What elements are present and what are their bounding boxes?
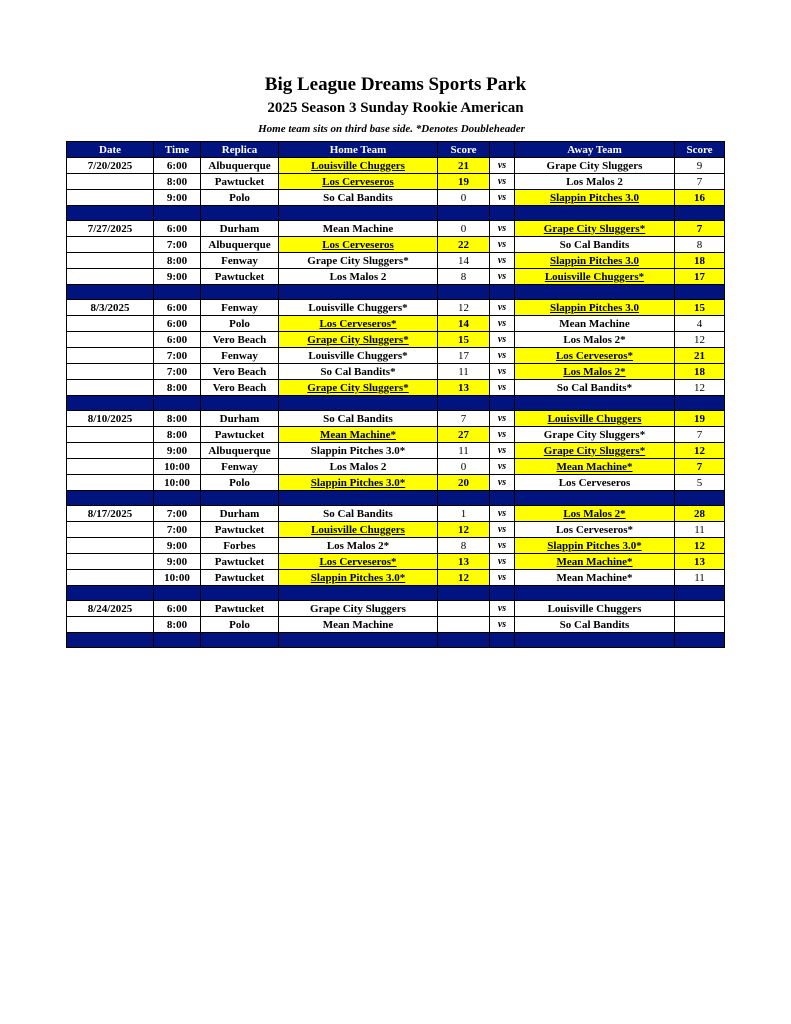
separator-cell — [490, 396, 515, 411]
separator-cell — [515, 285, 675, 300]
away-score: 4 — [675, 316, 725, 332]
game-replica: Fenway — [201, 300, 279, 316]
game-row — [67, 364, 725, 380]
game-replica: Durham — [201, 221, 279, 237]
separator-cell — [279, 396, 438, 411]
game-date: 7/27/2025 — [67, 221, 154, 237]
away-team: Grape City Sluggers — [515, 158, 675, 174]
game-time: 10:00 — [154, 459, 201, 475]
schedule-body — [67, 158, 725, 648]
home-score: 12 — [438, 300, 490, 316]
away-team: So Cal Bandits — [515, 237, 675, 253]
col-time: Time — [154, 142, 201, 158]
game-row — [67, 221, 725, 237]
separator-cell — [67, 491, 154, 506]
home-team: Los Malos 2* — [279, 538, 438, 554]
game-date — [67, 380, 154, 396]
vs-label: vs — [490, 411, 515, 427]
away-team: Los Malos 2* — [515, 364, 675, 380]
away-score: 7 — [675, 174, 725, 190]
separator-cell — [67, 285, 154, 300]
separator-cell — [279, 206, 438, 221]
game-row — [67, 316, 725, 332]
game-row — [67, 443, 725, 459]
home-score: 8 — [438, 538, 490, 554]
away-score: 15 — [675, 300, 725, 316]
game-date: 7/20/2025 — [67, 158, 154, 174]
game-replica: Albuquerque — [201, 237, 279, 253]
separator-cell — [675, 285, 725, 300]
game-row — [67, 570, 725, 586]
game-date — [67, 269, 154, 285]
away-team: Mean Machine* — [515, 554, 675, 570]
separator-cell — [201, 396, 279, 411]
home-team: So Cal Bandits — [279, 190, 438, 206]
away-score: 11 — [675, 570, 725, 586]
away-team: Louisville Chuggers* — [515, 269, 675, 285]
home-score: 0 — [438, 190, 490, 206]
game-row — [67, 174, 725, 190]
game-replica: Pawtucket — [201, 427, 279, 443]
game-time: 7:00 — [154, 348, 201, 364]
game-date: 8/24/2025 — [67, 601, 154, 617]
separator-cell — [515, 206, 675, 221]
vs-label: vs — [490, 316, 515, 332]
game-row — [67, 538, 725, 554]
separator-cell — [490, 491, 515, 506]
home-score: 7 — [438, 411, 490, 427]
game-row — [67, 300, 725, 316]
home-score: 12 — [438, 522, 490, 538]
separator-cell — [438, 586, 490, 601]
separator-cell — [675, 396, 725, 411]
game-date — [67, 617, 154, 633]
away-score: 12 — [675, 538, 725, 554]
home-score: 15 — [438, 332, 490, 348]
away-team: Los Malos 2* — [515, 332, 675, 348]
away-score: 7 — [675, 459, 725, 475]
home-score: 21 — [438, 158, 490, 174]
game-date — [67, 348, 154, 364]
game-date — [67, 427, 154, 443]
game-time: 9:00 — [154, 269, 201, 285]
away-team: Grape City Sluggers* — [515, 443, 675, 459]
home-score: 8 — [438, 269, 490, 285]
home-score: 0 — [438, 221, 490, 237]
home-team: So Cal Bandits* — [279, 364, 438, 380]
col-replica: Replica — [201, 142, 279, 158]
game-date — [67, 443, 154, 459]
separator-cell — [201, 586, 279, 601]
week-separator — [67, 396, 725, 411]
game-time: 6:00 — [154, 221, 201, 237]
game-replica: Pawtucket — [201, 174, 279, 190]
game-replica: Forbes — [201, 538, 279, 554]
separator-cell — [279, 491, 438, 506]
home-score: 14 — [438, 253, 490, 269]
page-note: Home team sits on third base side. *Denotes Doubleheader — [258, 123, 525, 135]
game-time: 8:00 — [154, 427, 201, 443]
page-title: Big League Dreams Sports Park — [264, 74, 527, 95]
away-score: 19 — [675, 411, 725, 427]
game-replica: Pawtucket — [201, 269, 279, 285]
separator-cell — [675, 633, 725, 648]
game-row — [67, 617, 725, 633]
col-home-score: Score — [438, 142, 490, 158]
home-team: Slappin Pitches 3.0* — [279, 443, 438, 459]
game-replica: Pawtucket — [201, 554, 279, 570]
game-replica: Polo — [201, 475, 279, 491]
separator-cell — [279, 586, 438, 601]
away-team: Los Cerveseros* — [515, 348, 675, 364]
vs-label: vs — [490, 174, 515, 190]
separator-cell — [438, 206, 490, 221]
separator-cell — [201, 285, 279, 300]
week-separator — [67, 633, 725, 648]
vs-label: vs — [490, 443, 515, 459]
game-row — [67, 601, 725, 617]
separator-cell — [438, 491, 490, 506]
home-score: 11 — [438, 364, 490, 380]
game-row — [67, 158, 725, 174]
vs-label: vs — [490, 364, 515, 380]
separator-cell — [490, 586, 515, 601]
away-team: Los Malos 2* — [515, 506, 675, 522]
separator-cell — [201, 206, 279, 221]
away-score: 9 — [675, 158, 725, 174]
page-subtitle: 2025 Season 3 Sunday Rookie American — [267, 100, 524, 116]
separator-cell — [154, 396, 201, 411]
game-date: 8/17/2025 — [67, 506, 154, 522]
game-row — [67, 522, 725, 538]
home-team: Slappin Pitches 3.0* — [279, 570, 438, 586]
game-time: 9:00 — [154, 554, 201, 570]
away-score: 17 — [675, 269, 725, 285]
separator-cell — [201, 491, 279, 506]
away-score: 12 — [675, 332, 725, 348]
game-replica: Durham — [201, 506, 279, 522]
separator-cell — [67, 586, 154, 601]
home-team: Los Cerveseros* — [279, 554, 438, 570]
game-time: 10:00 — [154, 570, 201, 586]
away-score: 13 — [675, 554, 725, 570]
game-replica: Fenway — [201, 348, 279, 364]
game-replica: Vero Beach — [201, 380, 279, 396]
game-time: 9:00 — [154, 443, 201, 459]
away-score: 16 — [675, 190, 725, 206]
game-time: 8:00 — [154, 380, 201, 396]
game-row — [67, 190, 725, 206]
home-team: So Cal Bandits — [279, 411, 438, 427]
week-separator — [67, 285, 725, 300]
separator-cell — [279, 285, 438, 300]
game-replica: Polo — [201, 190, 279, 206]
home-score: 22 — [438, 237, 490, 253]
game-date: 8/3/2025 — [67, 300, 154, 316]
home-score: 1 — [438, 506, 490, 522]
vs-label: vs — [490, 300, 515, 316]
game-date — [67, 475, 154, 491]
game-time: 9:00 — [154, 190, 201, 206]
separator-cell — [515, 586, 675, 601]
col-away-score: Score — [675, 142, 725, 158]
separator-cell — [438, 285, 490, 300]
game-row — [67, 237, 725, 253]
away-team: Los Malos 2 — [515, 174, 675, 190]
game-replica: Vero Beach — [201, 332, 279, 348]
separator-cell — [490, 206, 515, 221]
home-team: Mean Machine — [279, 221, 438, 237]
game-time: 9:00 — [154, 538, 201, 554]
separator-cell — [279, 633, 438, 648]
home-team: Slappin Pitches 3.0* — [279, 475, 438, 491]
home-team: Los Cerveseros — [279, 174, 438, 190]
vs-label: vs — [490, 221, 515, 237]
away-team: Slappin Pitches 3.0 — [515, 300, 675, 316]
vs-label: vs — [490, 348, 515, 364]
separator-cell — [154, 206, 201, 221]
separator-cell — [438, 633, 490, 648]
game-row — [67, 475, 725, 491]
col-vs — [490, 142, 515, 158]
home-team: So Cal Bandits — [279, 506, 438, 522]
away-score: 8 — [675, 237, 725, 253]
away-score: 28 — [675, 506, 725, 522]
away-score — [675, 617, 725, 633]
game-row — [67, 506, 725, 522]
separator-cell — [675, 206, 725, 221]
vs-label: vs — [490, 332, 515, 348]
vs-label: vs — [490, 269, 515, 285]
home-score: 17 — [438, 348, 490, 364]
game-time: 8:00 — [154, 253, 201, 269]
vs-label: vs — [490, 459, 515, 475]
week-separator — [67, 586, 725, 601]
home-score: 13 — [438, 380, 490, 396]
game-row — [67, 427, 725, 443]
home-team: Grape City Sluggers — [279, 601, 438, 617]
game-date — [67, 459, 154, 475]
home-team: Mean Machine — [279, 617, 438, 633]
home-team: Los Cerveseros* — [279, 316, 438, 332]
game-date — [67, 364, 154, 380]
game-date — [67, 522, 154, 538]
week-separator — [67, 206, 725, 221]
game-time: 6:00 — [154, 158, 201, 174]
game-time: 6:00 — [154, 300, 201, 316]
separator-cell — [515, 396, 675, 411]
home-team: Los Malos 2 — [279, 269, 438, 285]
vs-label: vs — [490, 538, 515, 554]
separator-cell — [490, 285, 515, 300]
game-replica: Polo — [201, 617, 279, 633]
game-time: 8:00 — [154, 174, 201, 190]
game-time: 6:00 — [154, 332, 201, 348]
separator-cell — [67, 206, 154, 221]
separator-cell — [515, 491, 675, 506]
vs-label: vs — [490, 601, 515, 617]
game-date — [67, 253, 154, 269]
home-team: Mean Machine* — [279, 427, 438, 443]
vs-label: vs — [490, 506, 515, 522]
game-time: 8:00 — [154, 617, 201, 633]
home-score: 0 — [438, 459, 490, 475]
away-team: Grape City Sluggers* — [515, 221, 675, 237]
game-row — [67, 348, 725, 364]
vs-label: vs — [490, 570, 515, 586]
away-team: Mean Machine* — [515, 459, 675, 475]
home-team: Louisville Chuggers — [279, 158, 438, 174]
col-home-team: Home Team — [279, 142, 438, 158]
away-score: 5 — [675, 475, 725, 491]
week-separator — [67, 491, 725, 506]
home-team: Louisville Chuggers* — [279, 300, 438, 316]
game-date — [67, 190, 154, 206]
away-score: 18 — [675, 253, 725, 269]
game-row — [67, 253, 725, 269]
home-team: Grape City Sluggers* — [279, 380, 438, 396]
game-replica: Pawtucket — [201, 601, 279, 617]
away-score: 18 — [675, 364, 725, 380]
vs-label: vs — [490, 475, 515, 491]
game-date — [67, 554, 154, 570]
col-date: Date — [67, 142, 154, 158]
separator-cell — [154, 491, 201, 506]
game-time: 7:00 — [154, 506, 201, 522]
game-date — [67, 316, 154, 332]
away-team: Los Cerveseros — [515, 475, 675, 491]
game-date — [67, 174, 154, 190]
separator-cell — [154, 633, 201, 648]
game-replica: Polo — [201, 316, 279, 332]
away-team: Grape City Sluggers* — [515, 427, 675, 443]
vs-label: vs — [490, 427, 515, 443]
home-score: 27 — [438, 427, 490, 443]
vs-label: vs — [490, 190, 515, 206]
game-replica: Albuquerque — [201, 158, 279, 174]
away-team: Louisville Chuggers — [515, 601, 675, 617]
vs-label: vs — [490, 380, 515, 396]
game-row — [67, 554, 725, 570]
separator-cell — [675, 491, 725, 506]
away-team: Louisville Chuggers — [515, 411, 675, 427]
vs-label: vs — [490, 554, 515, 570]
away-score: 12 — [675, 443, 725, 459]
game-replica: Fenway — [201, 459, 279, 475]
game-date — [67, 538, 154, 554]
game-row — [67, 380, 725, 396]
away-score: 7 — [675, 221, 725, 237]
game-replica: Durham — [201, 411, 279, 427]
away-team: Slappin Pitches 3.0 — [515, 190, 675, 206]
away-score: 11 — [675, 522, 725, 538]
separator-cell — [515, 633, 675, 648]
away-team: Los Cerveseros* — [515, 522, 675, 538]
game-replica: Albuquerque — [201, 443, 279, 459]
separator-cell — [154, 285, 201, 300]
away-team: So Cal Bandits* — [515, 380, 675, 396]
game-row — [67, 332, 725, 348]
vs-label: vs — [490, 522, 515, 538]
home-team: Los Malos 2 — [279, 459, 438, 475]
separator-cell — [67, 633, 154, 648]
separator-cell — [67, 396, 154, 411]
away-team: Slappin Pitches 3.0* — [515, 538, 675, 554]
schedule-header — [67, 142, 725, 158]
game-row — [67, 459, 725, 475]
vs-label: vs — [490, 237, 515, 253]
col-away-team: Away Team — [515, 142, 675, 158]
game-time: 8:00 — [154, 411, 201, 427]
home-score: 19 — [438, 174, 490, 190]
separator-cell — [490, 633, 515, 648]
away-team: So Cal Bandits — [515, 617, 675, 633]
away-score: 21 — [675, 348, 725, 364]
game-date — [67, 332, 154, 348]
game-date: 8/10/2025 — [67, 411, 154, 427]
home-score: 12 — [438, 570, 490, 586]
game-time: 7:00 — [154, 237, 201, 253]
vs-label: vs — [490, 617, 515, 633]
home-team: Grape City Sluggers* — [279, 253, 438, 269]
game-time: 10:00 — [154, 475, 201, 491]
home-team: Louisville Chuggers — [279, 522, 438, 538]
home-score: 13 — [438, 554, 490, 570]
away-team: Mean Machine* — [515, 570, 675, 586]
game-replica: Pawtucket — [201, 522, 279, 538]
home-score — [438, 601, 490, 617]
home-score: 14 — [438, 316, 490, 332]
game-time: 6:00 — [154, 601, 201, 617]
away-score: 7 — [675, 427, 725, 443]
game-row — [67, 269, 725, 285]
game-date — [67, 570, 154, 586]
header-row — [67, 142, 725, 158]
home-score: 11 — [438, 443, 490, 459]
schedule-table — [66, 141, 725, 648]
separator-cell — [675, 586, 725, 601]
home-score: 20 — [438, 475, 490, 491]
away-team: Mean Machine — [515, 316, 675, 332]
game-replica: Vero Beach — [201, 364, 279, 380]
away-score: 12 — [675, 380, 725, 396]
game-time: 6:00 — [154, 316, 201, 332]
home-score — [438, 617, 490, 633]
game-time: 7:00 — [154, 364, 201, 380]
game-time: 7:00 — [154, 522, 201, 538]
game-replica: Fenway — [201, 253, 279, 269]
game-replica: Pawtucket — [201, 570, 279, 586]
separator-cell — [438, 396, 490, 411]
home-team: Louisville Chuggers* — [279, 348, 438, 364]
home-team: Grape City Sluggers* — [279, 332, 438, 348]
game-date — [67, 237, 154, 253]
vs-label: vs — [490, 158, 515, 174]
vs-label: vs — [490, 253, 515, 269]
game-row — [67, 411, 725, 427]
separator-cell — [154, 586, 201, 601]
away-score — [675, 601, 725, 617]
separator-cell — [201, 633, 279, 648]
home-team: Los Cerveseros — [279, 237, 438, 253]
away-team: Slappin Pitches 3.0 — [515, 253, 675, 269]
